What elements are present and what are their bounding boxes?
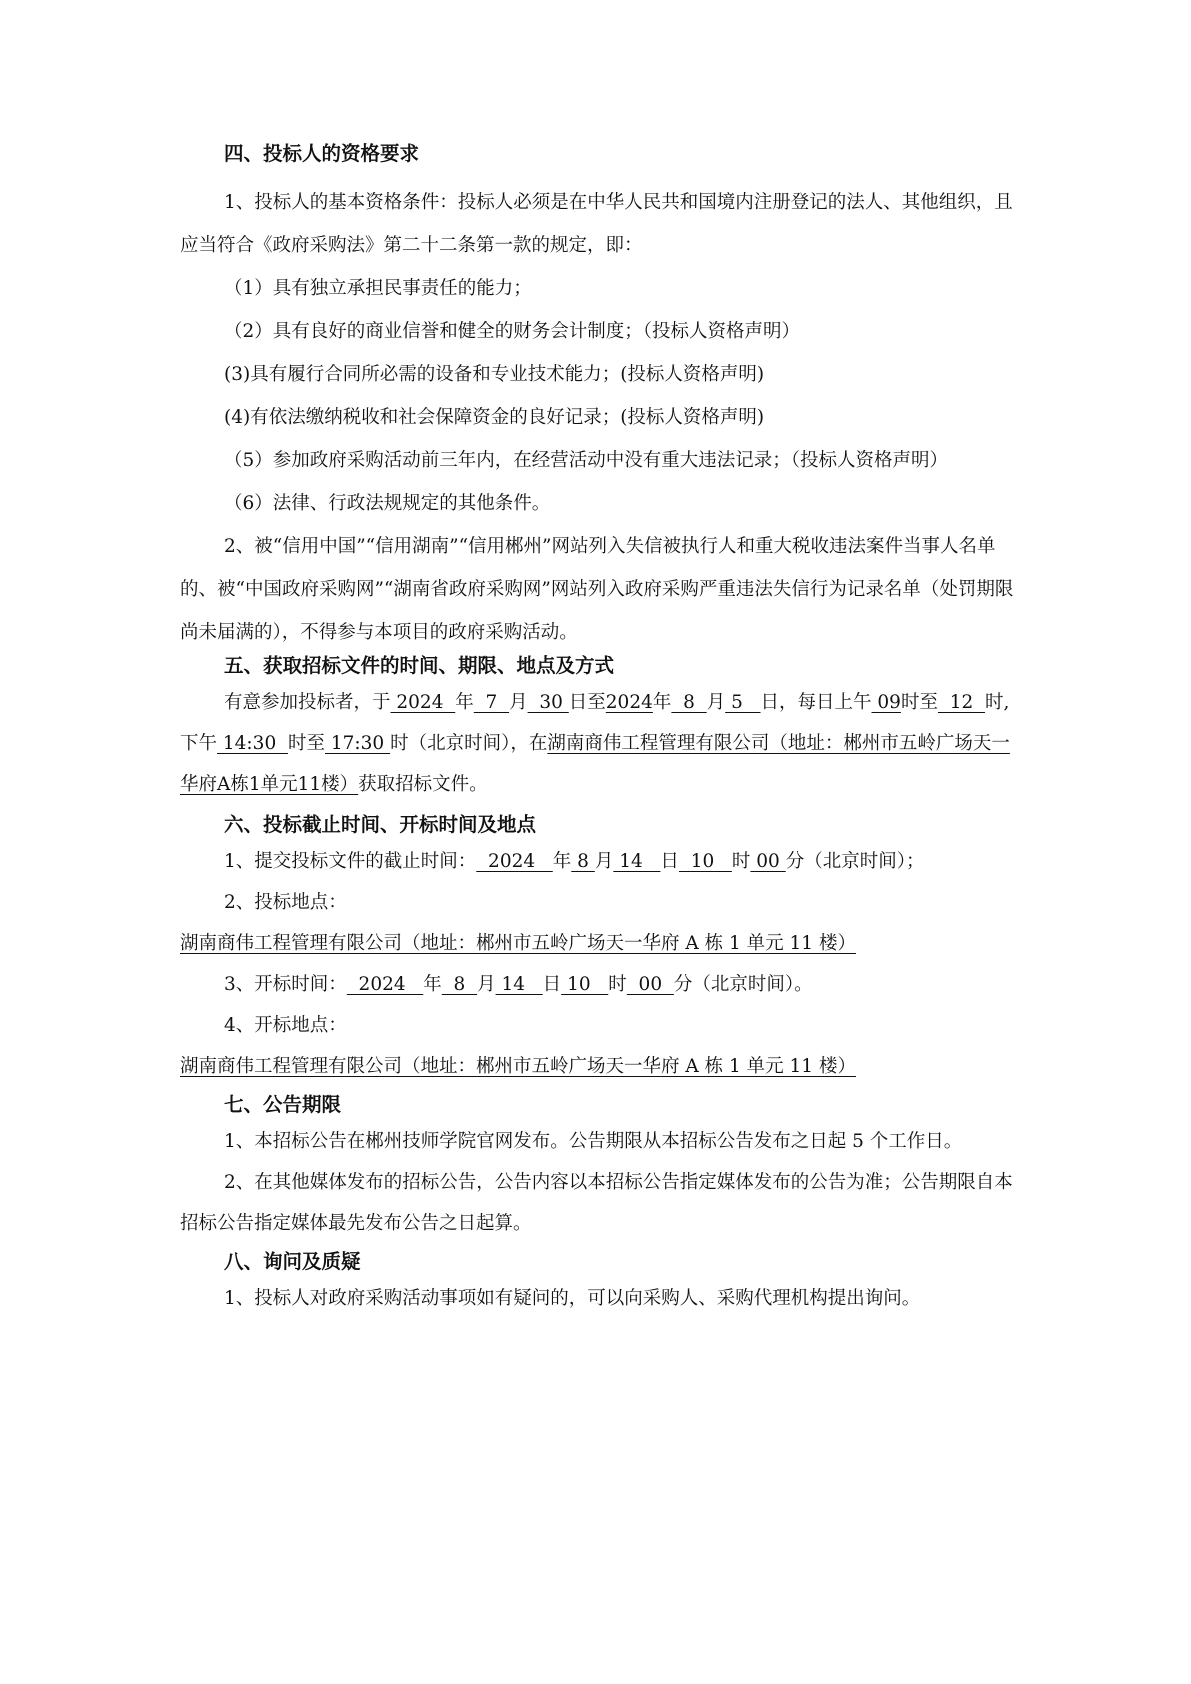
section-5-title: 五、获取招标文件的时间、期限、地点及方式 — [224, 654, 615, 677]
opening-minute: 00 — [626, 974, 674, 995]
text: 1、提交投标文件的截止时间： — [224, 851, 477, 872]
text: 月 — [706, 692, 726, 713]
text: 2、投标地点： — [224, 892, 347, 913]
end-month: 8 — [671, 692, 707, 713]
opening-time — [180, 964, 1020, 1005]
text: 月 — [594, 851, 614, 872]
text: 年 — [552, 851, 572, 872]
end-day: 5 — [725, 692, 761, 713]
text: 分（北京时间）。 — [673, 974, 813, 995]
text: 4、开标地点： — [224, 1015, 347, 1036]
sec4-item-3: (3)具有履行合同所必需的设备和专业技术能力；(投标人资格声明) — [224, 364, 765, 385]
pickup-place: 湖南商伟工程管理有限公司（地址：郴州市五岭广场天一华府A栋1单元11楼） — [180, 733, 1010, 795]
opening-location — [180, 1005, 1020, 1087]
deadline-month: 8 — [571, 851, 595, 872]
opening-day: 14 — [495, 974, 543, 995]
start-month: 7 — [473, 692, 510, 713]
text: 年 — [455, 692, 474, 713]
text: 时至 — [287, 733, 325, 754]
section-4-title: 四、投标人的资格要求 — [224, 142, 420, 165]
text: 有意参加投标者，于 — [224, 692, 391, 713]
bid-deadline — [180, 841, 1020, 882]
sec4-item-6: （6）法律、行政法规规定的其他条件。 — [224, 493, 551, 514]
sec7-paragraph-1: 1、本招标公告在郴州技师学院官网发布。公告期限从本招标公告发布之日起 5 个工作日。 — [224, 1131, 963, 1152]
start-day: 30 — [527, 692, 569, 713]
sec4-item-5: （5）参加政府采购活动前三年内，在经营活动中没有重大违法记录；（投标人资格声明） — [224, 450, 949, 471]
sec4-item-4: (4)有依法缴纳税收和社会保障资金的良好记录；(投标人资格声明) — [224, 407, 765, 428]
opening-hour: 10 — [561, 974, 609, 995]
section-7-title: 七、公告期限 — [224, 1093, 342, 1116]
am-start-hour: 09 — [871, 692, 901, 713]
text: 时至 — [900, 692, 938, 713]
text: 日，每日上午 — [760, 692, 872, 713]
text: 时,下午 — [180, 692, 1010, 754]
text: 月 — [477, 974, 496, 995]
sec4-item-2: （2）具有良好的商业信誉和健全的财务会计制度；（投标人资格声明） — [224, 321, 801, 342]
sec4-paragraph-1: 1、投标人的基本资格条件：投标人必须是在中华人民共和国境内注册登记的法人、其他组织，且应当符合《政府采购法》第二十二条第一款的规定，即： — [180, 192, 1013, 256]
pm-start-time: 14:30 — [217, 733, 288, 754]
pm-end-time: 17:30 — [325, 733, 391, 754]
end-year: 2024 — [605, 692, 653, 713]
text: 时 — [608, 974, 627, 995]
text: 年 — [423, 974, 442, 995]
text: 时（北京时间），在 — [390, 733, 548, 754]
sec8-paragraph-1: 1、投标人对政府采购活动事项如有疑问的，可以向采购人、采购代理机构提出询问。 — [224, 1288, 921, 1309]
section-8-title: 八、询问及质疑 — [224, 1250, 361, 1273]
sec7-paragraph-2: 2、在其他媒体发布的招标公告，公告内容以本招标公告指定媒体发布的公告为准；公告期限自本招标公告指定媒体最先发布公告之日起算。 — [180, 1172, 1013, 1234]
opening-month: 8 — [441, 974, 478, 995]
bid-location — [180, 882, 1020, 964]
deadline-day: 14 — [613, 851, 661, 872]
text: 获取招标文件。 — [358, 774, 488, 795]
text: 分（北京时间）； — [785, 851, 925, 872]
text: 日至 — [568, 692, 606, 713]
text: 年 — [652, 692, 672, 713]
deadline-minute: 00 — [750, 851, 786, 872]
bid-place: 湖南商伟工程管理有限公司（地址：郴州市五岭广场天一华府 A 栋 1 单元 11 楼） — [180, 933, 856, 954]
opening-place: 湖南商伟工程管理有限公司（地址：郴州市五岭广场天一华府 A 栋 1 单元 11 楼） — [180, 1056, 856, 1077]
opening-year: 2024 — [346, 974, 424, 995]
sec4-item-1: （1）具有独立承担民事责任的能力； — [224, 278, 532, 299]
text: 日 — [542, 974, 562, 995]
text: 日 — [660, 851, 679, 872]
start-year: 2024 — [390, 692, 456, 713]
section-6-title: 六、投标截止时间、开标时间及地点 — [224, 813, 537, 836]
document-page — [180, 138, 1020, 1319]
text: 时 — [731, 851, 751, 872]
text: 3、开标时间： — [224, 974, 347, 995]
sec4-paragraph-2: 2、被“信用中国”“信用湖南”“信用郴州”网站列入失信被执行人和重大税收违法案件当事人名单的、被“中国政府采购网”“湖南省政府采购网”网站列入政府采购严重违法失信行为记录名单（处罚期限尚未届满的），不得参与本项目的政府采购活动。 — [180, 536, 1014, 643]
am-end-hour: 12 — [937, 692, 986, 713]
sec5-paragraph — [180, 682, 1020, 805]
text: 月 — [509, 692, 528, 713]
deadline-year: 2024 — [476, 851, 553, 872]
deadline-hour: 10 — [678, 851, 732, 872]
